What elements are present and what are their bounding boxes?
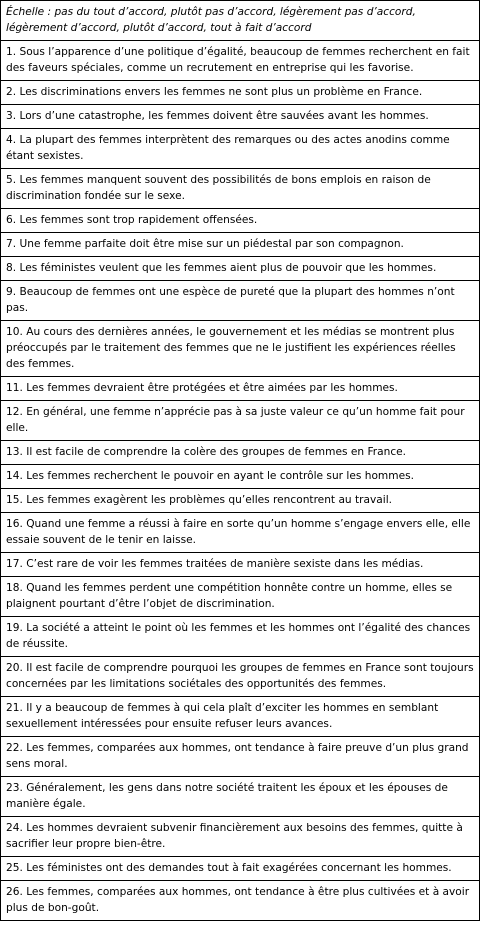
- item-row: [1, 400, 479, 440]
- item-text: 24. Les hommes devraient subvenir financièrement aux besoins des femmes, quitte à sacrifier leur propre bien-être.: [6, 822, 463, 850]
- item-text: 25. Les féministes ont des demandes tout à fait exagérées concernant les hommes.: [6, 862, 452, 874]
- item-row: [1, 488, 479, 512]
- item-row: [1, 464, 479, 488]
- item-row: [1, 40, 479, 80]
- item-row: [1, 512, 479, 552]
- scale-legend: [1, 1, 479, 40]
- item-row: [1, 208, 479, 232]
- item-row: [1, 80, 479, 104]
- item-text: 23. Généralement, les gens dans notre société traitent les époux et les épouses de manière égale.: [6, 782, 448, 810]
- item-text: 5. Les femmes manquent souvent des possibilités de bons emplois en raison de discrimination fondée sur le sexe.: [6, 174, 431, 202]
- item-row: [1, 440, 479, 464]
- item-row: [1, 376, 479, 400]
- item-row: [1, 320, 479, 376]
- item-text: 13. Il est facile de comprendre la colère des groupes de femmes en France.: [6, 446, 407, 458]
- item-text: 15. Les femmes exagèrent les problèmes qu’elles rencontrent au travail.: [6, 494, 393, 506]
- item-row: [1, 256, 479, 280]
- item-row: [1, 232, 479, 256]
- item-text: 26. Les femmes, comparées aux hommes, ont tendance à être plus cultivées et à avoir plus de bon-goût.: [6, 886, 470, 914]
- item-row: [1, 816, 479, 856]
- item-row: [1, 104, 479, 128]
- item-row: [1, 880, 479, 920]
- item-text: 1. Sous l’apparence d’une politique d’égalité, beaucoup de femmes recherchent en fait des faveurs spéciales, comme un recrutement en entreprise qui les favorise.: [6, 46, 470, 74]
- item-row: [1, 776, 479, 816]
- item-text: 16. Quand une femme a réussi à faire en sorte qu’un homme s’engage envers elle, elle essaie souvent de le tenir en laisse.: [6, 518, 471, 546]
- item-row: [1, 128, 479, 168]
- item-text: 18. Quand les femmes perdent une compétition honnête contre un homme, elles se plaignent pourtant d’être l’objet de discrimination.: [6, 582, 453, 610]
- item-text: 11. Les femmes devraient être protégées et être aimées par les hommes.: [6, 382, 398, 394]
- item-text: 12. En général, une femme n’apprécie pas à sa juste valeur ce qu’un homme fait pour elle.: [6, 406, 465, 434]
- item-text: 9. Beaucoup de femmes ont une espèce de pureté que la plupart des hommes n’ont pas.: [6, 286, 455, 314]
- item-row: [1, 576, 479, 616]
- item-text: 10. Au cours des dernières années, le gouvernement et les médias se montrent plus préoccupés par le traitement des femmes que ne le justifient les expériences réelles des femmes.: [6, 326, 456, 370]
- item-text: 4. La plupart des femmes interprètent des remarques ou des actes anodins comme étant sexistes.: [6, 134, 450, 162]
- item-text: 17. C’est rare de voir les femmes traitées de manière sexiste dans les médias.: [6, 558, 424, 570]
- item-row: [1, 736, 479, 776]
- item-text: 6. Les femmes sont trop rapidement offensées.: [6, 214, 258, 226]
- item-row: [1, 696, 479, 736]
- item-row: [1, 856, 479, 880]
- item-row: [1, 168, 479, 208]
- item-text: 7. Une femme parfaite doit être mise sur un piédestal par son compagnon.: [6, 238, 404, 250]
- item-text: 3. Lors d’une catastrophe, les femmes doivent être sauvées avant les hommes.: [6, 110, 429, 122]
- item-text: 8. Les féministes veulent que les femmes aient plus de pouvoir que les hommes.: [6, 262, 437, 274]
- item-text: 22. Les femmes, comparées aux hommes, ont tendance à faire preuve d’un plus grand sens moral.: [6, 742, 469, 770]
- item-text: 21. Il y a beaucoup de femmes à qui cela plaît d’exciter les hommes en semblant sexuellement intéressées pour ensuite refuser leurs avances.: [6, 702, 439, 730]
- item-text: 2. Les discriminations envers les femmes ne sont plus un problème en France.: [6, 86, 423, 98]
- item-text: 19. La société a atteint le point où les femmes et les hommes ont l’égalité des chances de réussite.: [6, 622, 471, 650]
- item-row: [1, 616, 479, 656]
- item-text: 14. Les femmes recherchent le pouvoir en ayant le contrôle sur les hommes.: [6, 470, 414, 482]
- item-row: [1, 656, 479, 696]
- item-text: 20. Il est facile de comprendre pourquoi les groupes de femmes en France sont toujours concernées par les limitations sociétales des opportunités des femmes.: [6, 662, 474, 690]
- item-row: [1, 552, 479, 576]
- item-row: [1, 280, 479, 320]
- scale-text: Échelle : pas du tout d’accord, plutôt pas d’accord, légèrement pas d’accord, légèrement d’accord, plutôt d’accord, tout à fait d’accord: [6, 6, 416, 34]
